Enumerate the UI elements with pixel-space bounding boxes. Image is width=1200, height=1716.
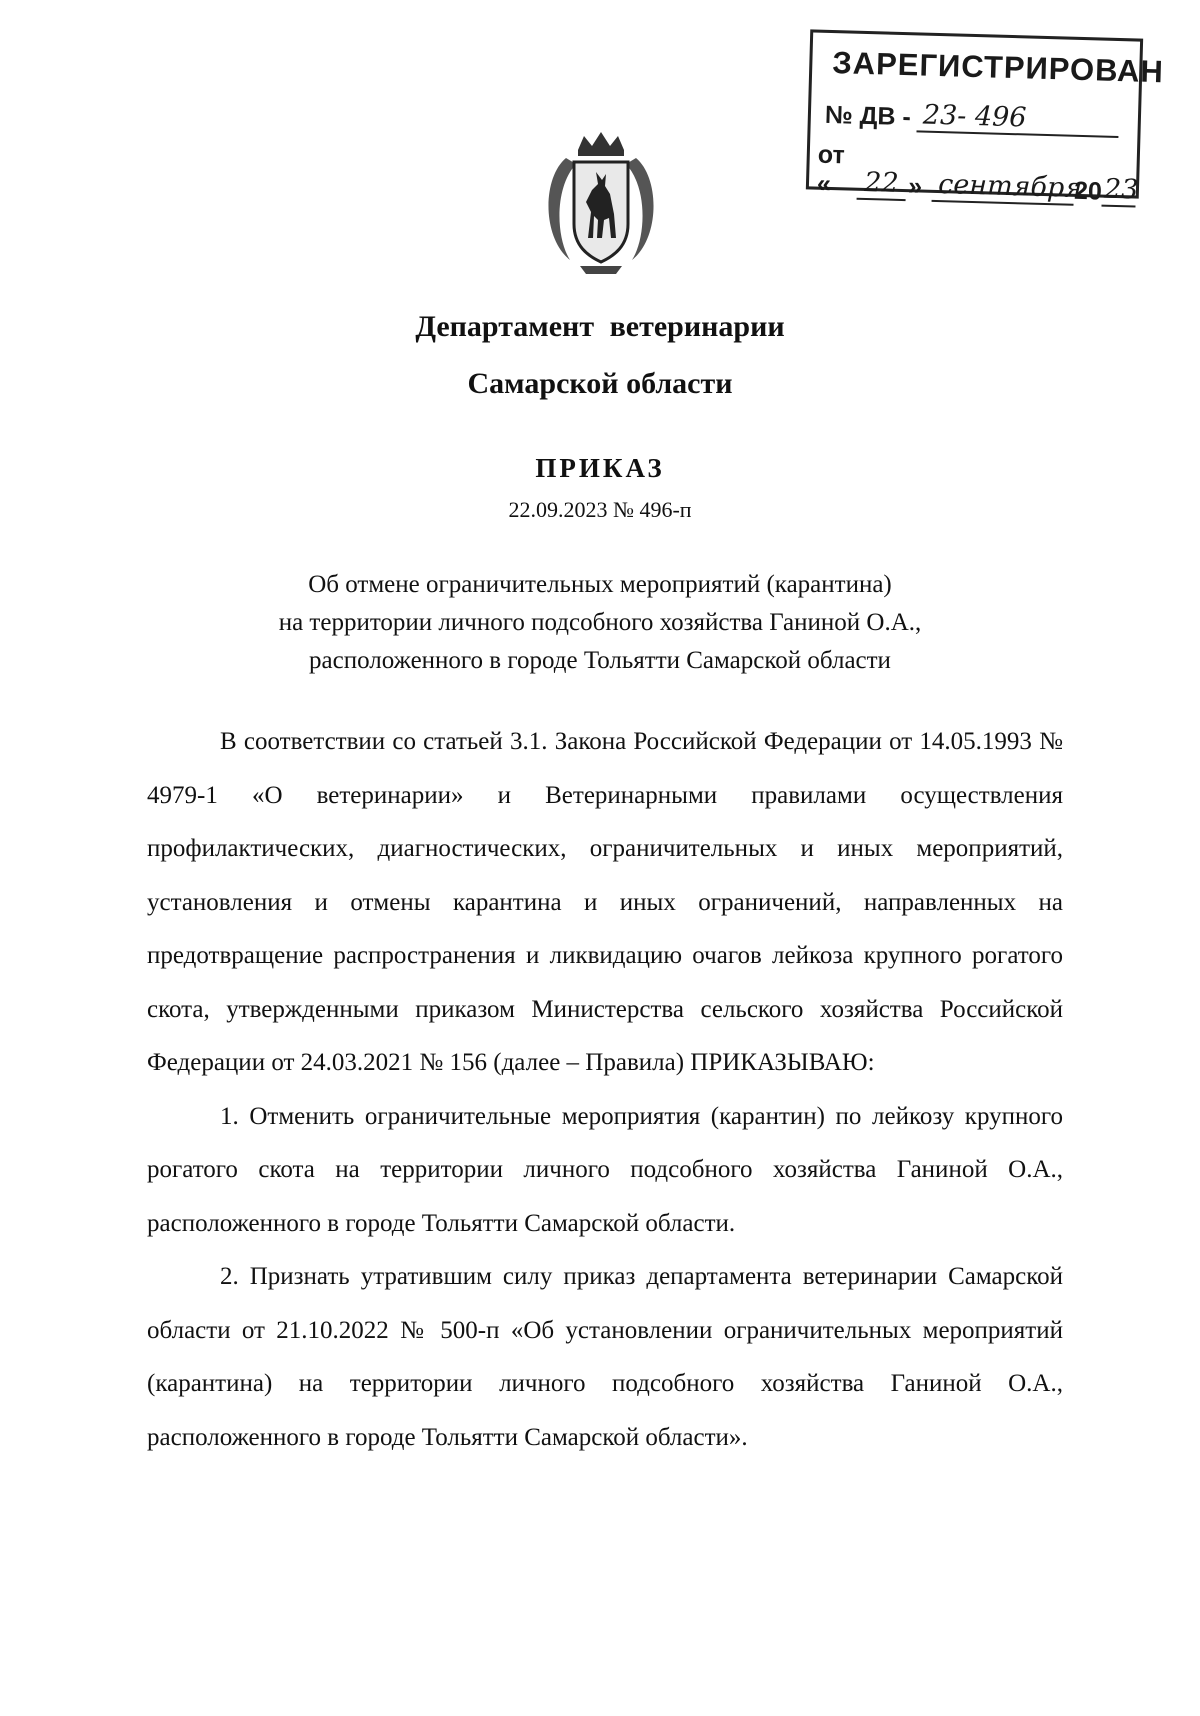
document-subject: [0, 566, 1200, 680]
subject-line2: на территории личного подсобного хозяйства Ганиной О.А.,: [278, 609, 922, 636]
stamp-date-day: 22: [856, 167, 907, 201]
registration-stamp: [806, 29, 1165, 206]
stamp-year-prefix: 20: [1073, 176, 1103, 206]
subject-line1: Об отмене ограничительных мероприятий (карантина): [308, 571, 892, 598]
stamp-date-month: сентября: [932, 169, 1075, 206]
order-item-1: 1. Отменить ограничительные мероприятия (карантин) по лейкозу крупного рогатого скота на территории личного подсобного хозяйства Ганиной О.А., расположенного в городе Тольятти Самарской области.: [147, 1102, 1063, 1237]
stamp-date-close: »: [907, 172, 923, 201]
stamp-number-label: № ДВ -: [824, 100, 912, 132]
preamble-paragraph: В соответствии со статьей 3.1. Закона Российской Федерации от 14.05.1993 № 4979-1 «О ветеринарии» и Ветеринарными правилами осуществления профилактических, диагностических, ограничительных и иных мероприятий, установления и отмены карантина и иных ограничений, направленных на предотвращение распространения и ликвидацию очагов лейкоза крупного рогатого скота, утвержденными приказом Министерства сельского хозяйства Российской Федерации от 24.03.2021 № 156 (далее – Правила) ПРИКАЗЫВАЮ:: [147, 728, 1063, 1076]
samara-coat-of-arms-icon: [536, 128, 666, 278]
stamp-date-prefix: от «: [816, 140, 846, 199]
stamp-title: ЗАРЕГИСТРИРОВАН: [831, 45, 1165, 90]
stamp-number-row: [824, 97, 1119, 138]
org-name-line1: Департамент ветеринарии: [415, 310, 785, 343]
order-item-2: 2. Признать утратившим силу приказ департамента ветеринарии Самарской области от 21.10.2022 № 500-п «Об установлении ограничительных мероприятий (карантина) на территории личного подсобного хозяйства Ганиной О.А., расположенного в городе Тольятти Самарской области».: [147, 1263, 1063, 1451]
document-type: ПРИКАЗ: [535, 453, 665, 483]
stamp-number-value: 23- 496: [916, 99, 1119, 138]
stamp-year-suffix: 23: [1101, 174, 1136, 208]
document-date-number: 22.09.2023 № 496-п: [508, 497, 692, 522]
stamp-date-row: [817, 141, 1137, 208]
document-body: [147, 715, 1063, 1464]
org-name-line2: Самарской области: [467, 367, 733, 400]
subject-line3: расположенного в городе Тольятти Самарской области: [309, 647, 891, 674]
